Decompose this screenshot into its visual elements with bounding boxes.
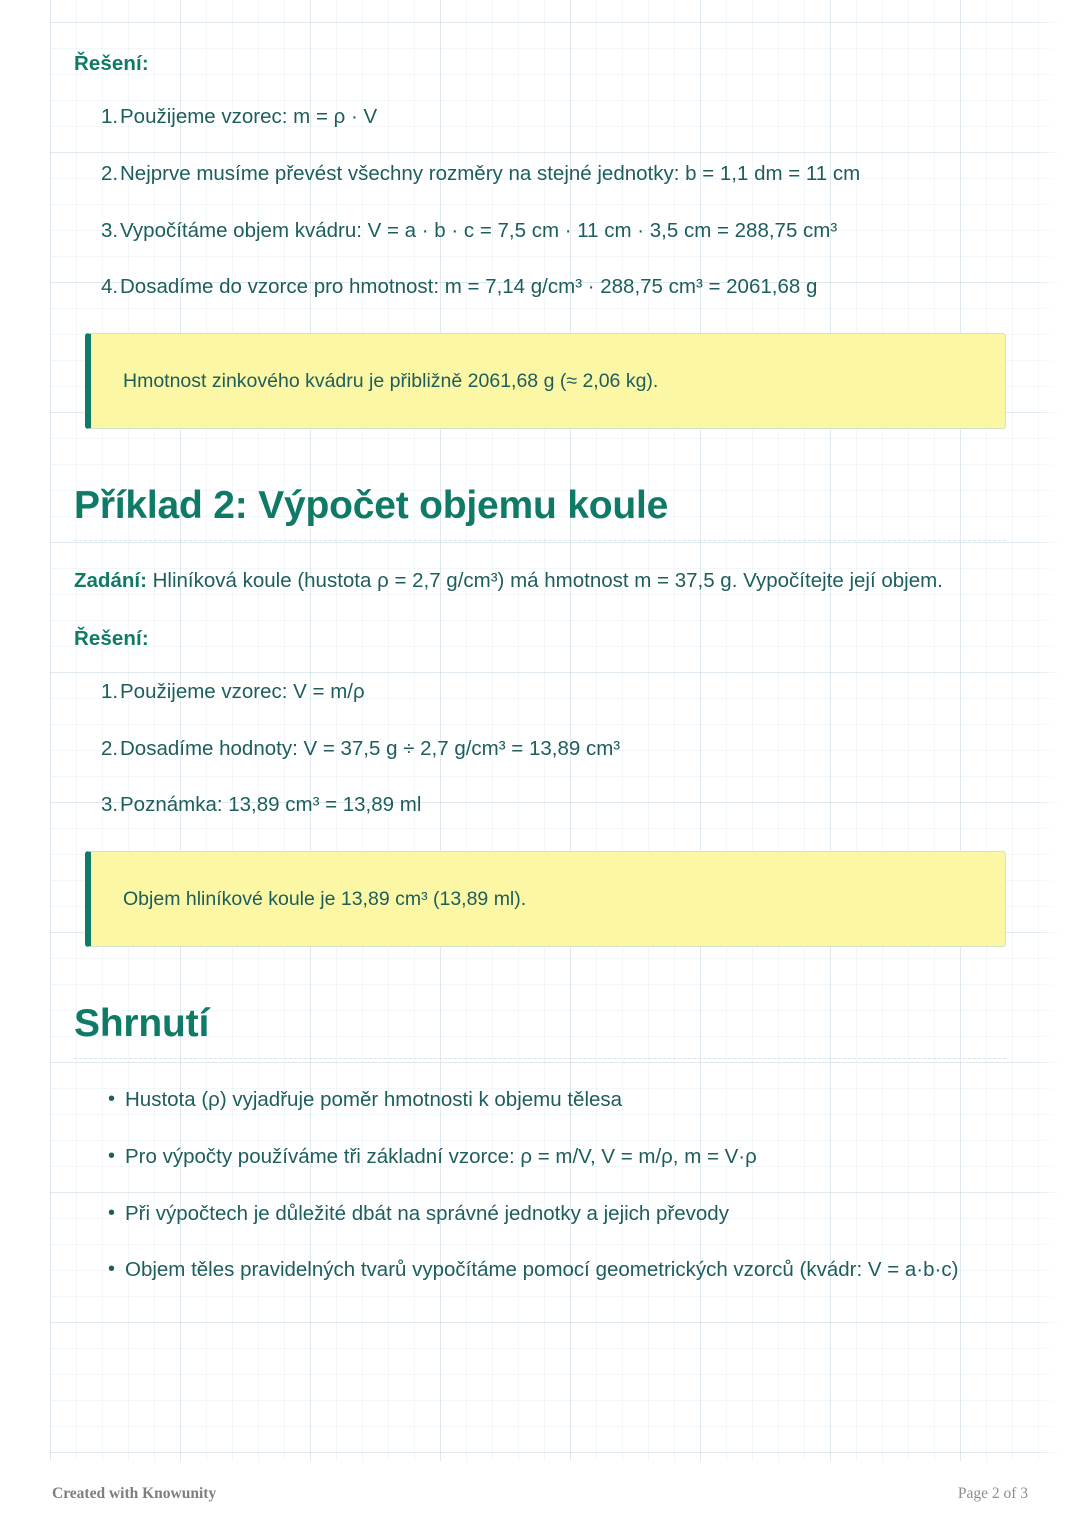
example-2-assignment — [74, 565, 1006, 597]
list-item: • Při výpočtech je důležité dbát na správné jednotky a jejich převody — [74, 1199, 1006, 1230]
list-item: • Pro výpočty používáme tři základní vzorce: ρ = m/V, V = m/ρ, m = V·ρ — [74, 1142, 1006, 1173]
summary-heading: Shrnutí — [74, 1002, 210, 1046]
example-1-steps-list — [74, 102, 1006, 303]
example-2-section — [74, 483, 1006, 947]
example-1-result-callout — [85, 333, 1006, 429]
heading-divider — [74, 540, 1006, 541]
list-item: • Hustota (ρ) vyjadřuje poměr hmotnosti k objemu tělesa — [74, 1085, 1006, 1116]
list-item: Použijeme vzorec: m = ρ · V — [120, 105, 378, 128]
callout-text: Objem hliníkové koule je 13,89 cm³ (13,89 ml). — [123, 887, 527, 910]
example-1-section — [74, 0, 1006, 429]
example-2-steps-list — [74, 677, 1006, 821]
example-2-result-callout — [85, 851, 1006, 947]
list-item: • Objem těles pravidelných tvarů vypočítáme pomocí geometrických vzorců (kvádr: V = a·b·c) — [74, 1255, 1006, 1286]
footer-page-number: Page 2 of 3 — [957, 1485, 1028, 1502]
list-item: Dosadíme do vzorce pro hmotnost: m = 7,14 g/cm³ · 288,75 cm³ = 2061,68 g — [120, 275, 818, 299]
callout-text: Hmotnost zinkového kvádru je přibližně 2061,68 g (≈ 2,06 kg). — [123, 369, 659, 392]
summary-bullet-list — [74, 1085, 1006, 1286]
assignment-label: Zadání: — [74, 569, 147, 593]
list-item: Vypočítáme objem kvádru: V = a · b · c = 7,5 cm · 11 cm · 3,5 cm = 288,75 cm³ — [120, 218, 838, 242]
page-footer — [0, 1461, 1080, 1527]
list-item: Poznámka: 13,89 cm³ = 13,89 ml — [120, 793, 422, 817]
heading-divider — [74, 1058, 1006, 1059]
list-item: Použijeme vzorec: V = m/ρ — [120, 679, 365, 703]
summary-section — [74, 1001, 1006, 1286]
example-2-heading: Příklad 2: Výpočet objemu koule — [74, 484, 669, 527]
example-1-solution-label: Řešení: — [74, 52, 149, 75]
assignment-text: Hliníková koule (hustota ρ = 2,7 g/cm³) má hmotnost m = 37,5 g. Vypočítejte její objem. — [146, 569, 943, 593]
example-2-solution-label: Řešení: — [74, 626, 149, 650]
list-item: Dosadíme hodnoty: V = 37,5 g ÷ 2,7 g/cm³ = 13,89 cm³ — [120, 736, 621, 760]
footer-credit: Created with Knowunity — [52, 1485, 217, 1502]
list-item: Nejprve musíme převést všechny rozměry na stejné jednotky: b = 1,1 dm = 11 cm — [120, 161, 861, 185]
